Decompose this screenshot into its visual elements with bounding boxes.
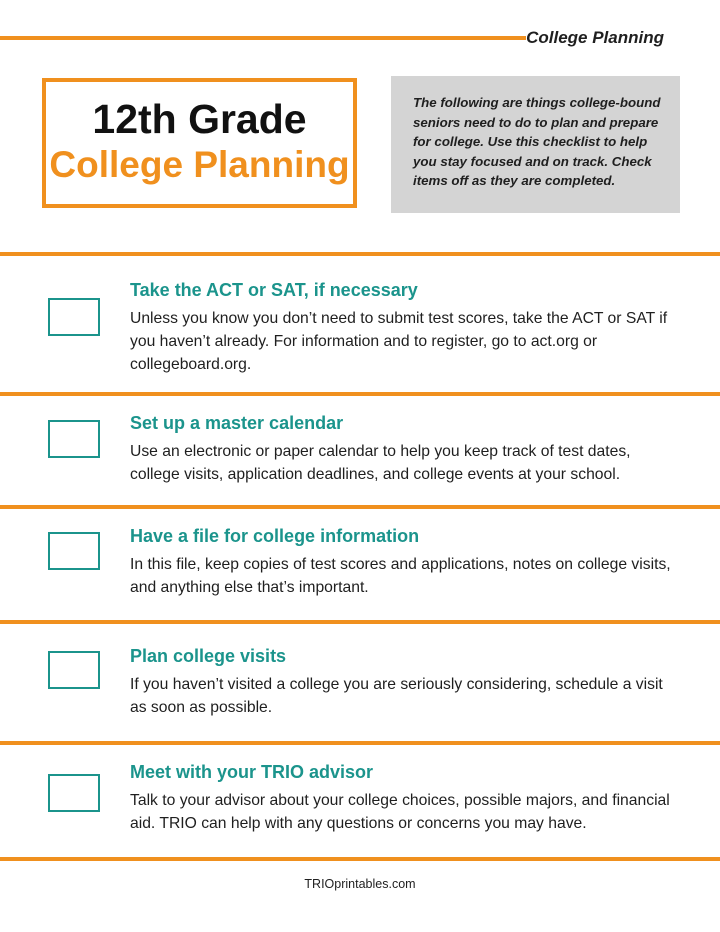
page-title: 12th Grade xyxy=(92,96,307,142)
checkbox[interactable] xyxy=(48,774,100,812)
checkbox[interactable] xyxy=(48,298,100,336)
item-body: Use an electronic or paper calendar to help you keep track of test dates, college visits, application deadlines, and college events at your school. xyxy=(130,443,631,483)
item-body: Talk to your advisor about your college choices, possible majors, and financial aid. TRIO can help with any questions or concerns you may have. xyxy=(130,792,670,832)
item-title: Meet with your TRIO advisor xyxy=(130,762,374,782)
item-body: In this file, keep copies of test scores and applications, notes on college visits, and anything else that’s important. xyxy=(130,556,671,596)
item-body: Unless you know you don’t need to submit test scores, take the ACT or SAT if you haven’t already. For information and to register, go to act.org or collegeboard.org. xyxy=(130,310,668,373)
item-body: If you haven’t visited a college you are seriously considering, schedule a visit as soon as possible. xyxy=(130,676,663,716)
checkbox[interactable] xyxy=(48,420,100,458)
header-rule xyxy=(0,36,526,40)
intro-box: The following are things college-bound seniors need to do to plan and prepare for college. Use this checklist to help you stay focused and on track. Check items off as they are completed. xyxy=(391,76,680,213)
checkbox[interactable] xyxy=(48,532,100,570)
title-box xyxy=(42,78,357,208)
item-title: Have a file for college information xyxy=(130,526,420,546)
checkbox[interactable] xyxy=(48,651,100,689)
divider xyxy=(0,392,720,396)
footer-site: TRIOprintables.com xyxy=(304,877,416,891)
divider xyxy=(0,252,720,256)
item-title: Plan college visits xyxy=(130,646,287,666)
item-title: Set up a master calendar xyxy=(130,413,344,433)
divider xyxy=(0,505,720,509)
section-label: College Planning xyxy=(526,28,664,47)
item-title: Take the ACT or SAT, if necessary xyxy=(130,280,418,300)
divider xyxy=(0,857,720,861)
divider xyxy=(0,741,720,745)
divider xyxy=(0,620,720,624)
page-subtitle: College Planning xyxy=(49,144,350,185)
